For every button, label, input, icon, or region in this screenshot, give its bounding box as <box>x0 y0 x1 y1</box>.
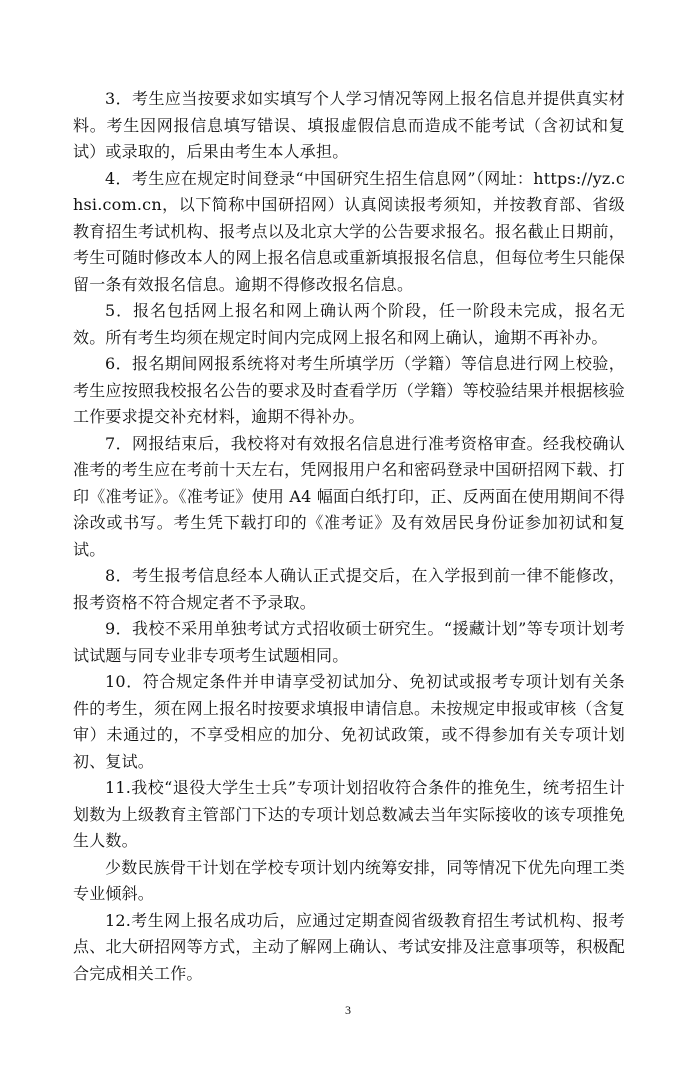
paragraph-item-9: 9．我校不采用单独考试方式招收硕士研究生。“援藏计划”等专项计划考试试题与同专业非专项考生试题相同。 <box>73 619 625 665</box>
paragraph-minority-plan: 少数民族骨干计划在学校专项计划内统筹安排，同等情况下优先向理工类专业倾斜。 <box>73 857 625 903</box>
document-body <box>73 86 625 987</box>
paragraph-item-10: 10．符合规定条件并申请享受初试加分、免初试或报考专项计划有关条件的考生，须在网上报名时按要求填报申请信息。未按规定申报或审核（含复审）未通过的，不享受相应的加分、免初试政策，或不得参加有关专项计划初、复试。 <box>73 672 625 771</box>
paragraph-item-11: 11.我校“退役大学生士兵”专项计划招收符合条件的推免生，统考招生计划数为上级教育主管部门下达的专项计划总数减去当年实际接收的该专项推免生人数。 <box>73 778 625 850</box>
page-number: 3 <box>345 1003 351 1017</box>
paragraph-item-7: 7．网报结束后，我校将对有效报名信息进行准考资格审查。经我校确认准考的考生应在考前十天左右，凭网报用户名和密码登录中国研招网下载、打印《准考证》。《准考证》使用 A4 幅面白纸打印，正、反两面在使用期间不得涂改或书写。考生凭下载打印的《准考证》及有效居民身份证参加初试和复试。 <box>73 433 625 559</box>
paragraph-item-4: 4．考生应在规定时间登录“中国研究生招生信息网”（网址：https://yz.chsi.com.cn，以下简称中国研招网）认真阅读报考须知，并按教育部、省级教育招生考试机构、报考点以及北京大学的公告要求报名。报名截止日期前，考生可随时修改本人的网上报名信息或重新填报报名信息，但每位考生只能保留一条有效报名信息。逾期不得修改报名信息。 <box>73 168 625 294</box>
paragraph-item-8: 8．考生报考信息经本人确认正式提交后，在入学报到前一律不能修改，报考资格不符合规定者不予录取。 <box>73 566 625 612</box>
paragraph-item-3: 3．考生应当按要求如实填写个人学习情况等网上报名信息并提供真实材料。考生因网报信息填写错误、填报虚假信息而造成不能考试（含初试和复试）或录取的，后果由考生本人承担。 <box>73 89 625 161</box>
paragraph-item-12: 12.考生网上报名成功后，应通过定期查阅省级教育招生考试机构、报考点、北大研招网等方式，主动了解网上确认、考试安排及注意事项等，积极配合完成相关工作。 <box>73 910 625 983</box>
paragraph-item-6: 6．报名期间网报系统将对考生所填学历（学籍）等信息进行网上校验，考生应按照我校报名公告的要求及时查看学历（学籍）等校验结果并根据核验工作要求提交补充材料，逾期不得补办。 <box>73 354 625 426</box>
paragraph-item-5: 5．报名包括网上报名和网上确认两个阶段，任一阶段未完成，报名无效。所有考生均须在规定时间内完成网上报名和网上确认，逾期不再补办。 <box>73 301 625 347</box>
